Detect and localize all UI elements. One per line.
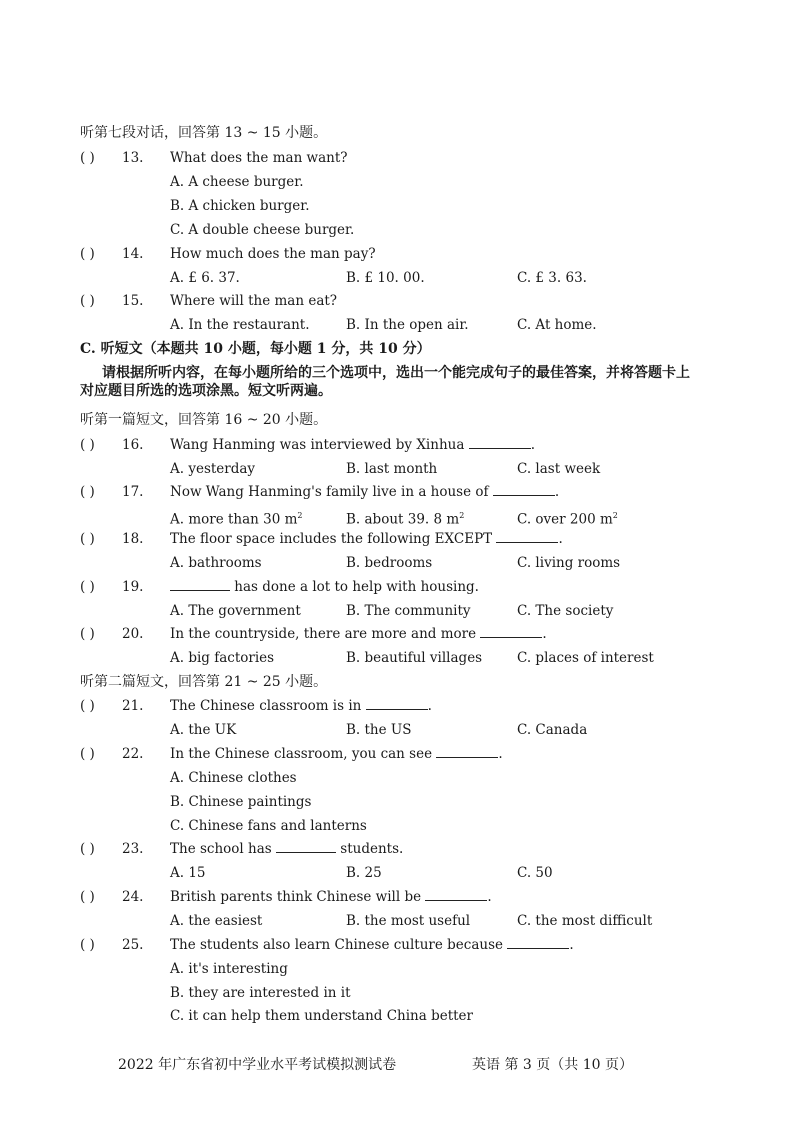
- question-number: 20.: [122, 626, 144, 642]
- answer-paren: ( ): [80, 626, 95, 642]
- question-number: 18.: [122, 531, 144, 547]
- q20-option-a: A. big factories: [170, 650, 275, 666]
- question-number: 22.: [122, 746, 144, 762]
- question-stem: The school has students.: [170, 841, 404, 857]
- section-c-title: C. 听短文（本题共 10 小题，每小题 1 分，共 10 分）: [80, 341, 431, 357]
- q18-option-a: A. bathrooms: [170, 555, 262, 571]
- question-stem: The students also learn Chinese culture because .: [170, 937, 574, 953]
- answer-paren: ( ): [80, 698, 95, 714]
- answer-paren: ( ): [80, 889, 95, 905]
- question-23: [80, 839, 720, 859]
- q23-option-b: B. 25: [346, 865, 382, 881]
- q25-option-a: A. it's interesting: [170, 961, 288, 977]
- question-18: [80, 529, 720, 549]
- q14-option-c: C. £ 3. 63.: [517, 270, 587, 286]
- question-stem: Now Wang Hanming's family live in a house of .: [170, 484, 560, 500]
- footer-exam-title: 2022 年广东省初中学业水平考试模拟测试卷: [118, 1057, 397, 1073]
- question-24: [80, 887, 720, 907]
- answer-blank: [425, 887, 487, 901]
- answer-paren: ( ): [80, 437, 95, 453]
- q13-option-a: A. A cheese burger.: [170, 174, 304, 190]
- q18-option-b: B. bedrooms: [346, 555, 433, 571]
- q20-option-c: C. places of interest: [517, 650, 654, 666]
- passage1-heading: 听第一篇短文，回答第 16 ~ 20 小题。: [80, 412, 328, 428]
- q16-option-c: C. last week: [517, 461, 601, 477]
- question-stem: British parents think Chinese will be .: [170, 889, 492, 905]
- q14-option-b: B. £ 10. 00.: [346, 270, 425, 286]
- q15-option-b: B. In the open air.: [346, 317, 469, 333]
- question-22: [80, 744, 720, 764]
- q21-option-a: A. the UK: [170, 722, 237, 738]
- question-number: 13.: [122, 150, 144, 166]
- question-number: 16.: [122, 437, 144, 453]
- q20-option-b: B. beautiful villages: [346, 650, 483, 666]
- question-number: 19.: [122, 579, 144, 595]
- q19-option-c: C. The society: [517, 603, 614, 619]
- question-15: [80, 291, 720, 311]
- q15-option-c: C. At home.: [517, 317, 597, 333]
- question-number: 21.: [122, 698, 144, 714]
- q23-option-c: C. 50: [517, 865, 553, 881]
- answer-paren: ( ): [80, 246, 95, 262]
- answer-blank: [507, 935, 569, 949]
- question-stem: has done a lot to help with housing.: [170, 577, 479, 597]
- q25-option-b: B. they are interested in it: [170, 985, 351, 1001]
- q16-option-a: A. yesterday: [170, 461, 256, 477]
- answer-paren: ( ): [80, 746, 95, 762]
- q21-option-c: C. Canada: [517, 722, 588, 738]
- question-number: 24.: [122, 889, 144, 905]
- question-stem: How much does the man pay?: [170, 246, 376, 262]
- answer-paren: ( ): [80, 579, 95, 595]
- q22-option-a: A. Chinese clothes: [170, 770, 297, 786]
- question-stem: Wang Hanming was interviewed by Xinhua .: [170, 437, 535, 453]
- answer-paren: ( ): [80, 150, 95, 166]
- question-number: 17.: [122, 484, 144, 500]
- q14-option-a: A. £ 6. 37.: [170, 270, 240, 286]
- question-19: [80, 577, 720, 597]
- question-13: [80, 148, 720, 168]
- q24-option-a: A. the easiest: [170, 913, 263, 929]
- q19-option-a: A. The government: [170, 603, 301, 619]
- q17-option-c: C. over 200 $m^2$: [517, 511, 618, 528]
- q22-option-b: B. Chinese paintings: [170, 794, 312, 810]
- q13-option-c: C. A double cheese burger.: [170, 222, 355, 238]
- answer-paren: ( ): [80, 484, 95, 500]
- question-number: 15.: [122, 293, 144, 309]
- q17-option-b: B. about 39. 8 $m^2$: [346, 511, 465, 528]
- q16-option-b: B. last month: [346, 461, 438, 477]
- answer-blank: [493, 482, 555, 496]
- question-17: [80, 482, 720, 502]
- q21-option-b: B. the US: [346, 722, 412, 738]
- section-c-instruction: 请根据所听内容，在每小题所给的三个选项中，选出一个能完成句子的最佳答案，并将答题卡上对应题目所选的选项涂黑。短文听两遍。: [80, 365, 690, 399]
- q25-option-c: C. it can help them understand China better: [170, 1008, 473, 1024]
- answer-blank: [170, 577, 230, 591]
- q22-option-c: C. Chinese fans and lanterns: [170, 818, 367, 834]
- question-stem: Where will the man eat?: [170, 293, 338, 309]
- q19-option-b: B. The community: [346, 603, 471, 619]
- answer-paren: ( ): [80, 937, 95, 953]
- question-16: [80, 435, 720, 455]
- answer-paren: ( ): [80, 293, 95, 309]
- question-number: 25.: [122, 937, 144, 953]
- q17-option-a: A. more than 30 $m^2$: [170, 511, 303, 528]
- footer-page-number: 英语 第 3 页（共 10 页）: [472, 1057, 633, 1073]
- q13-option-b: B. A chicken burger.: [170, 198, 310, 214]
- answer-blank: [436, 744, 498, 758]
- q23-option-a: A. 15: [170, 865, 206, 881]
- question-stem: The floor space includes the following EXCEPT .: [170, 531, 563, 547]
- question-21: [80, 696, 720, 716]
- question-stem: In the Chinese classroom, you can see .: [170, 746, 503, 762]
- answer-blank: [366, 696, 428, 710]
- q24-option-b: B. the most useful: [346, 913, 471, 929]
- answer-blank: [276, 839, 336, 853]
- question-number: 14.: [122, 246, 144, 262]
- answer-paren: ( ): [80, 841, 95, 857]
- question-stem: In the countryside, there are more and more .: [170, 626, 547, 642]
- question-stem: The Chinese classroom is in .: [170, 698, 432, 714]
- q24-option-c: C. the most difficult: [517, 913, 653, 929]
- question-25: [80, 935, 720, 955]
- answer-blank: [469, 435, 531, 449]
- q18-option-c: C. living rooms: [517, 555, 621, 571]
- question-20: [80, 624, 720, 644]
- answer-blank: [480, 624, 542, 638]
- q15-option-a: A. In the restaurant.: [170, 317, 310, 333]
- passage2-heading: 听第二篇短文，回答第 21 ~ 25 小题。: [80, 674, 328, 690]
- section7-heading: 听第七段对话，回答第 13 ~ 15 小题。: [80, 125, 328, 141]
- answer-blank: [496, 529, 558, 543]
- answer-paren: ( ): [80, 531, 95, 547]
- question-14: [80, 244, 720, 264]
- question-number: 23.: [122, 841, 144, 857]
- question-stem: What does the man want?: [170, 150, 348, 166]
